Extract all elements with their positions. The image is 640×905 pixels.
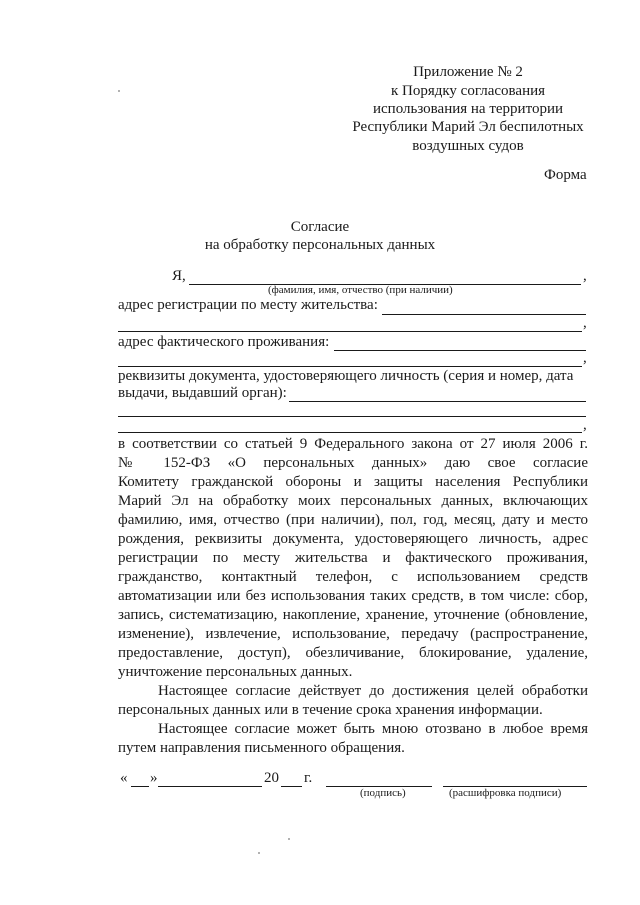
date-day-field[interactable]	[131, 786, 149, 787]
reg-address-label: адрес регистрации по месту жительства:	[118, 297, 378, 313]
body-line: Марий Эл на обработку моих персональных данных, включающих	[118, 493, 588, 509]
document-subtitle: на обработку персональных данных	[204, 237, 436, 253]
reg-address-field-line-2[interactable]	[118, 331, 582, 332]
id-doc-comma: ,	[583, 417, 587, 433]
actual-address-field-line-1[interactable]	[334, 350, 586, 351]
validity-line-2: персональных данных или в течение срока хранения информации.	[118, 702, 543, 718]
signature-decode-hint: (расшифровка подписи)	[449, 787, 562, 799]
id-doc-field-line-1[interactable]	[289, 401, 586, 402]
body-line: Комитету гражданской обороны и защиты населения Республики	[118, 474, 588, 490]
date-year-field[interactable]	[281, 786, 302, 787]
date-year-prefix: 20	[264, 770, 279, 786]
body-line: предоставление, доступ), обезличивание, блокирование, удаление,	[118, 645, 588, 661]
body-line: в соответствии со статьей 9 Федерального закона от 27 июля 2006 г.	[118, 436, 588, 452]
body-line: рождения, реквизиты документа, удостоверяющего личность, адрес	[118, 531, 588, 547]
reg-address-field-line-1[interactable]	[382, 314, 586, 315]
actual-address-comma: ,	[583, 350, 587, 366]
actual-address-field-line-2[interactable]	[118, 366, 582, 367]
ya-label: Я,	[172, 268, 186, 284]
id-doc-field-line-2[interactable]	[118, 416, 586, 417]
body-line: автоматизации или без использования таких средств, в том числе: сбор,	[118, 588, 588, 604]
header-line-1: Приложение № 2	[413, 64, 523, 80]
body-line: гражданство, контактный телефон, с использованием средств	[118, 569, 588, 585]
body-line-last: уничтожение персональных данных.	[118, 664, 353, 680]
date-close-quote: »	[150, 770, 158, 786]
name-field-comma: ,	[583, 268, 587, 284]
form-label: Форма	[544, 167, 587, 183]
date-month-field[interactable]	[158, 786, 262, 787]
signature-hint: (подпись)	[360, 787, 406, 799]
header-line-3: использования на территории	[372, 101, 563, 117]
scan-speck	[288, 838, 290, 840]
actual-address-label: адрес фактического проживания:	[118, 334, 330, 350]
date-year-suffix: г.	[304, 770, 313, 786]
name-field-hint: (фамилия, имя, отчество (при наличии)	[268, 284, 453, 296]
reg-address-comma: ,	[583, 315, 587, 331]
date-open-quote: «	[120, 770, 128, 786]
body-line: запись, систематизацию, накопление, хранение, уточнение (обновление,	[118, 607, 588, 623]
header-line-4: Республики Марий Эл беспилотных	[352, 119, 584, 135]
body-line: № 152-ФЗ «О персональных данных» даю свое согласие	[118, 455, 588, 471]
validity-line-1: Настоящее согласие действует до достижения целей обработки	[158, 683, 588, 699]
document-title: Согласие	[290, 219, 350, 235]
id-doc-label-line-2: выдачи, выдавший орган):	[118, 385, 287, 401]
header-line-5: воздушных судов	[412, 138, 524, 154]
body-line: регистрации по месту жительства и фактического проживания,	[118, 550, 588, 566]
body-line: изменение), извлечение, использование, передачу (распространение,	[118, 626, 588, 642]
header-line-2: к Порядку согласования	[390, 83, 546, 99]
revocation-line-1: Настоящее согласие может быть мною отозвано в любое время	[158, 721, 588, 737]
scan-speck	[118, 90, 120, 92]
id-doc-label-line-1: реквизиты документа, удостоверяющего личность (серия и номер, дата	[118, 368, 574, 384]
body-line: фамилию, имя, отчество (при наличии), пол, год, месяц, дату и место	[118, 512, 588, 528]
id-doc-field-line-3[interactable]	[118, 432, 582, 433]
revocation-line-2: путем направления письменного обращения.	[118, 740, 405, 756]
scan-speck	[258, 852, 260, 854]
